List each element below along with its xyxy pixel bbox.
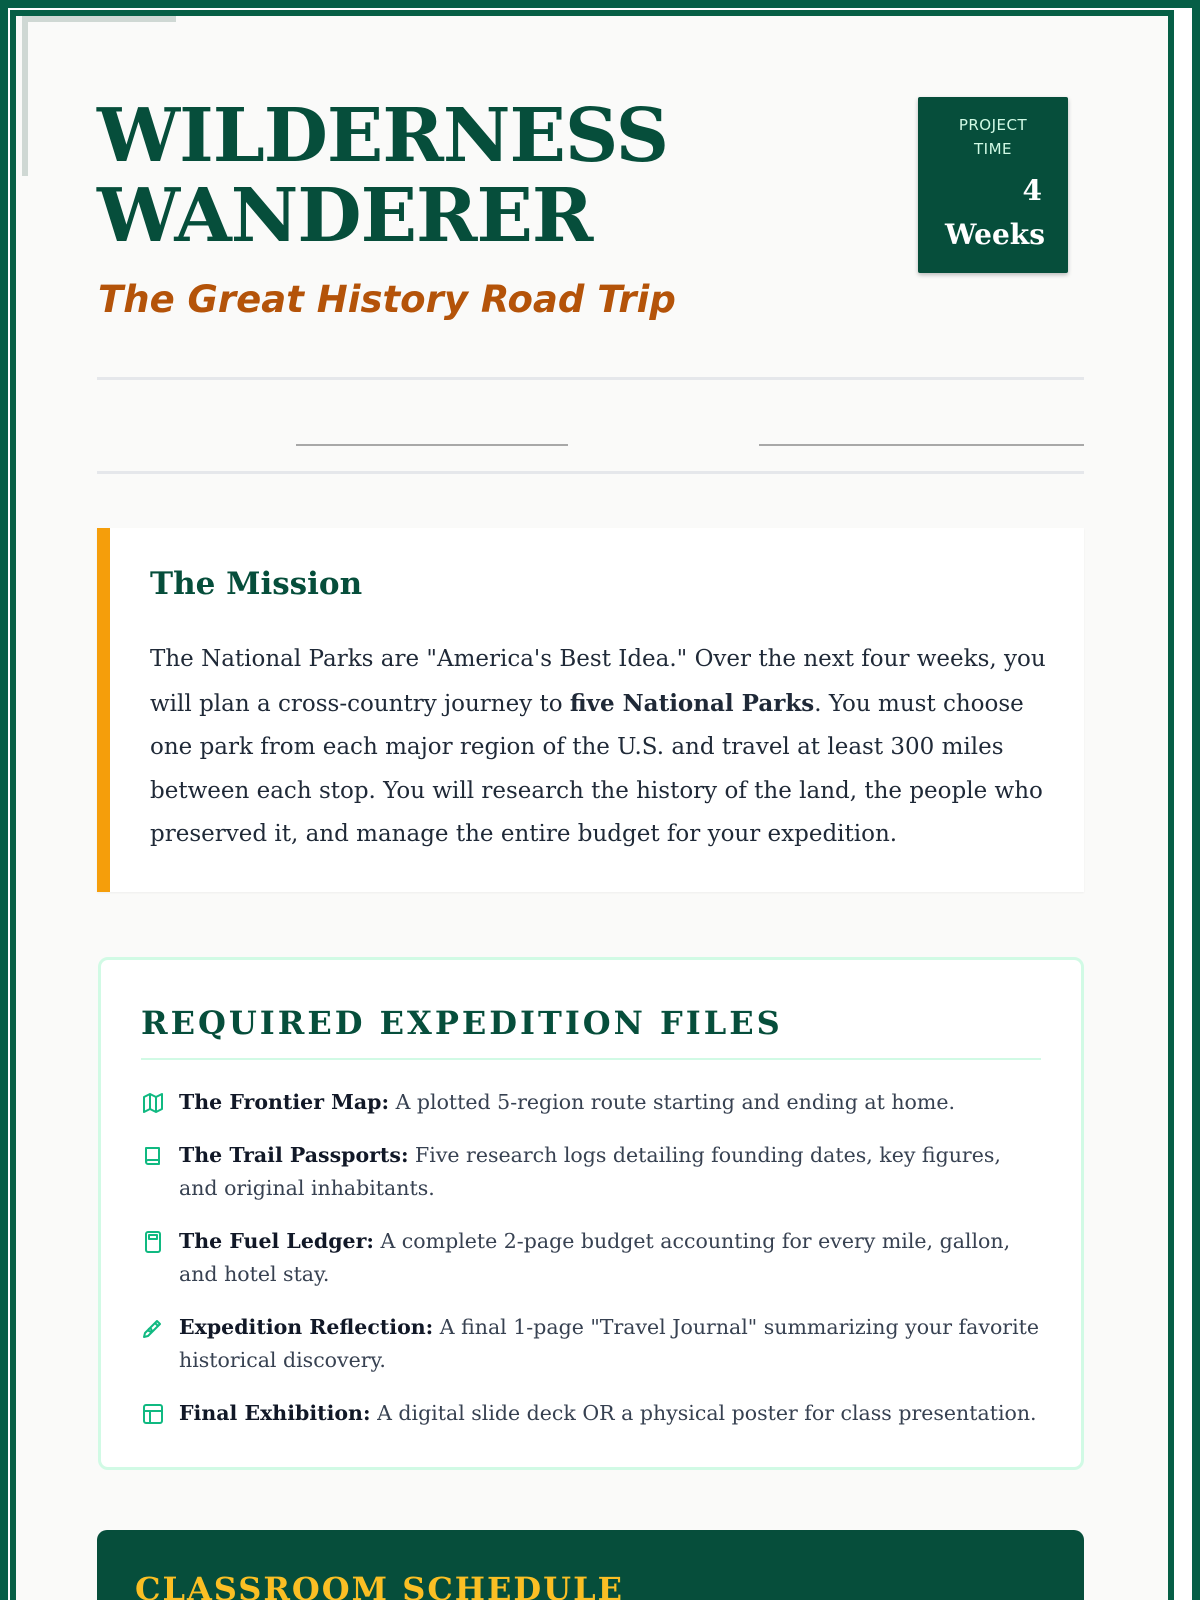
file-description: A final 1-page "Travel Journal" summarizing your favorite historical discovery. (179, 1315, 1040, 1372)
project-time-label-line-2: TIME (973, 140, 1012, 158)
date-blank-line[interactable] (759, 444, 1084, 446)
project-time-unit: Weeks (945, 218, 1045, 251)
page-title (97, 93, 669, 259)
corner-accent (22, 16, 28, 176)
title-line-2: WANDERER (97, 173, 593, 259)
project-time-badge (918, 97, 1068, 273)
project-time-label-line-1: PROJECT (958, 116, 1028, 134)
divider (97, 377, 1084, 380)
name-blank-line[interactable] (296, 444, 568, 446)
project-time-label (918, 113, 1068, 161)
list-item (141, 1086, 1041, 1119)
files-heading: REQUIRED EXPEDITION FILES (141, 1004, 783, 1042)
page-subtitle: The Great History Road Trip (98, 278, 676, 321)
layout-icon (141, 1397, 169, 1430)
files-list (141, 1086, 1041, 1450)
mission-text-emphasis: five National Parks (569, 689, 815, 717)
title-line-1: WILDERNESS (97, 93, 669, 179)
calculator-icon (141, 1225, 169, 1258)
file-description: A digital slide deck OR a physical poster for class presentation. (377, 1401, 1037, 1425)
pen-icon (141, 1311, 169, 1344)
classroom-schedule-card (97, 1530, 1084, 1600)
list-item (141, 1311, 1041, 1377)
mission-card (97, 528, 1084, 892)
file-title: Expedition Reflection: (179, 1315, 434, 1339)
list-item (141, 1225, 1041, 1291)
mission-text (150, 638, 1050, 857)
file-title: The Fuel Ledger: (179, 1229, 374, 1253)
mission-heading: The Mission (150, 566, 363, 602)
map-icon (141, 1086, 169, 1119)
file-description: A complete 2-page budget accounting for every mile, gallon, and hotel stay. (179, 1229, 1011, 1286)
file-title: The Trail Passports: (179, 1143, 409, 1167)
mission-text-part: . You must choose one park from each major region of the U.S. and travel at least 300 miles between each stop. You will research the history of the land, the people who preserved it, and manage the entire budget for your expedition. (150, 690, 1043, 847)
file-description: Five research logs detailing founding dates, key figures, and original inhabitants. (179, 1143, 1001, 1200)
divider (97, 471, 1084, 474)
file-title: The Frontier Map: (179, 1090, 390, 1114)
document-page (16, 16, 1168, 1600)
list-item (141, 1397, 1041, 1430)
file-description: A plotted 5-region route starting and ending at home. (395, 1090, 955, 1114)
schedule-heading: CLASSROOM SCHEDULE (135, 1570, 624, 1600)
project-time-number: 4 (1022, 174, 1042, 207)
divider (141, 1058, 1041, 1060)
expedition-files-card (98, 957, 1084, 1470)
list-item (141, 1139, 1041, 1205)
mission-text-part: The National Parks are "America's Best Idea." Over the next four weeks, you will plan a cross-country journey to (150, 646, 1046, 717)
inner-frame (10, 10, 1174, 1600)
file-title: Final Exhibition: (179, 1401, 371, 1425)
book-icon (141, 1139, 169, 1172)
corner-accent (22, 16, 176, 22)
